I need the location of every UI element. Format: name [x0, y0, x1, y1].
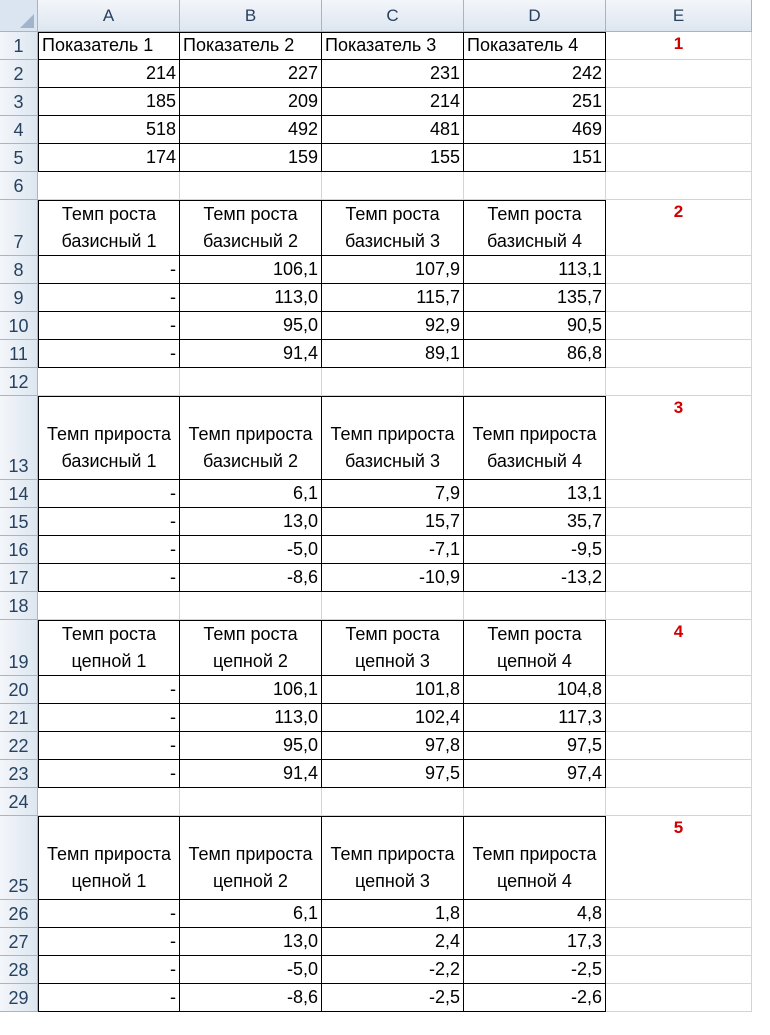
- row-header-9[interactable]: 9: [0, 284, 38, 312]
- row-header-19[interactable]: 19: [0, 620, 38, 676]
- cell-a6[interactable]: [38, 172, 180, 200]
- header-line: цепной 2: [213, 871, 288, 891]
- cell-d14[interactable]: 13,1: [464, 480, 606, 508]
- header-line: цепной 4: [497, 651, 572, 671]
- row-header-29[interactable]: 29: [0, 984, 38, 1012]
- cell-a22[interactable]: -: [38, 732, 180, 760]
- header-line: Темп прироста: [472, 844, 597, 864]
- column-header-c[interactable]: C: [322, 0, 464, 32]
- header-line: Темп прироста: [46, 424, 171, 444]
- header-line: базисный 4: [487, 231, 582, 251]
- header-line: Темп роста: [345, 204, 440, 224]
- row-header-10[interactable]: 10: [0, 312, 38, 340]
- cell-b26[interactable]: 6,1: [180, 900, 322, 928]
- cell-c27[interactable]: 2,4: [322, 928, 464, 956]
- header-cell-b13[interactable]: [180, 396, 322, 480]
- cell-b24[interactable]: [180, 788, 322, 816]
- cell-a1[interactable]: Показатель 1: [38, 32, 180, 60]
- cell-a29[interactable]: -: [38, 984, 180, 1012]
- cell-d10[interactable]: 90,5: [464, 312, 606, 340]
- row-header-18[interactable]: 18: [0, 592, 38, 620]
- header-cell-b7[interactable]: [180, 200, 322, 256]
- cell-d20[interactable]: 104,8: [464, 676, 606, 704]
- header-cell-d7[interactable]: [464, 200, 606, 256]
- cell-d26[interactable]: 4,8: [464, 900, 606, 928]
- cell-d4[interactable]: 469: [464, 116, 606, 144]
- cell-a17[interactable]: -: [38, 564, 180, 592]
- cell-e17[interactable]: [606, 564, 752, 592]
- header-line: цепной 1: [71, 651, 147, 671]
- row-header-14[interactable]: 14: [0, 480, 38, 508]
- header-cell-c19[interactable]: [322, 620, 464, 676]
- cell-c12[interactable]: [322, 368, 464, 396]
- cell-b14[interactable]: 6,1: [180, 480, 322, 508]
- cell-d11[interactable]: 86,8: [464, 340, 606, 368]
- header-line: Темп роста: [61, 624, 157, 644]
- cell-e23[interactable]: [606, 760, 752, 788]
- cell-a14[interactable]: -: [38, 480, 180, 508]
- cell-d28[interactable]: -2,5: [464, 956, 606, 984]
- cell-a8[interactable]: -: [38, 256, 180, 284]
- header-line: цепной 1: [71, 871, 147, 891]
- cell-e18[interactable]: [606, 592, 752, 620]
- cell-e2[interactable]: [606, 60, 752, 88]
- row-header-16[interactable]: 16: [0, 536, 38, 564]
- cell-b27[interactable]: 13,0: [180, 928, 322, 956]
- cell-d24[interactable]: [464, 788, 606, 816]
- header-cell-a19[interactable]: [38, 620, 180, 676]
- row-header-22[interactable]: 22: [0, 732, 38, 760]
- row-header-5[interactable]: 5: [0, 144, 38, 172]
- cell-b6[interactable]: [180, 172, 322, 200]
- cell-e7-block-number[interactable]: 2: [606, 200, 752, 256]
- cell-c3[interactable]: 214: [322, 88, 464, 116]
- row-header-28[interactable]: 28: [0, 956, 38, 984]
- header-cell-d25[interactable]: [464, 816, 606, 900]
- cell-a27[interactable]: -: [38, 928, 180, 956]
- select-all-triangle-icon: [20, 14, 34, 28]
- cell-a20[interactable]: -: [38, 676, 180, 704]
- header-line: Темп роста: [487, 204, 582, 224]
- header-line: базисный 3: [345, 451, 440, 471]
- cell-d27[interactable]: 17,3: [464, 928, 606, 956]
- cell-d16[interactable]: -9,5: [464, 536, 606, 564]
- cell-a15[interactable]: -: [38, 508, 180, 536]
- cell-b15[interactable]: 13,0: [180, 508, 322, 536]
- cell-c28[interactable]: -2,2: [322, 956, 464, 984]
- column-header-b[interactable]: B: [180, 0, 322, 32]
- cell-e19-block-number[interactable]: 4: [606, 620, 752, 676]
- header-line: Темп роста: [61, 204, 157, 224]
- cell-c23[interactable]: 97,5: [322, 760, 464, 788]
- row-header-17[interactable]: 17: [0, 564, 38, 592]
- cell-e10[interactable]: [606, 312, 752, 340]
- cell-d9[interactable]: 135,7: [464, 284, 606, 312]
- header-line: базисный 4: [487, 451, 582, 471]
- cell-b3[interactable]: 209: [180, 88, 322, 116]
- cell-c24[interactable]: [322, 788, 464, 816]
- cell-d3[interactable]: 251: [464, 88, 606, 116]
- row-header-7[interactable]: 7: [0, 200, 38, 256]
- cell-e5[interactable]: [606, 144, 752, 172]
- cell-b2[interactable]: 227: [180, 60, 322, 88]
- cell-b18[interactable]: [180, 592, 322, 620]
- cell-e28[interactable]: [606, 956, 752, 984]
- header-line: Темп прироста: [330, 424, 455, 444]
- cell-d5[interactable]: 151: [464, 144, 606, 172]
- header-line: Темп роста: [345, 624, 440, 644]
- cell-c1[interactable]: Показатель 3: [322, 32, 464, 60]
- header-cell-b25[interactable]: [180, 816, 322, 900]
- row-header-26[interactable]: 26: [0, 900, 38, 928]
- cell-c17[interactable]: -10,9: [322, 564, 464, 592]
- cell-a28[interactable]: -: [38, 956, 180, 984]
- header-cell-c25[interactable]: [322, 816, 464, 900]
- cell-a5[interactable]: 174: [38, 144, 180, 172]
- header-line: Темп прироста: [46, 844, 171, 864]
- cell-b10[interactable]: 95,0: [180, 312, 322, 340]
- cell-e15[interactable]: [606, 508, 752, 536]
- header-line: базисный 1: [61, 451, 157, 471]
- cell-c2[interactable]: 231: [322, 60, 464, 88]
- cell-a9[interactable]: -: [38, 284, 180, 312]
- cell-b12[interactable]: [180, 368, 322, 396]
- cell-c8[interactable]: 107,9: [322, 256, 464, 284]
- cell-c22[interactable]: 97,8: [322, 732, 464, 760]
- header-line: Темп прироста: [472, 424, 597, 444]
- cell-c21[interactable]: 102,4: [322, 704, 464, 732]
- cell-b16[interactable]: -5,0: [180, 536, 322, 564]
- cell-e11[interactable]: [606, 340, 752, 368]
- row-header-27[interactable]: 27: [0, 928, 38, 956]
- row-header-1[interactable]: 1: [0, 32, 38, 60]
- cell-b23[interactable]: 91,4: [180, 760, 322, 788]
- row-header-13[interactable]: 13: [0, 396, 38, 480]
- cell-b17[interactable]: -8,6: [180, 564, 322, 592]
- header-line: цепной 3: [355, 651, 430, 671]
- cell-d1[interactable]: Показатель 4: [464, 32, 606, 60]
- cell-d23[interactable]: 97,4: [464, 760, 606, 788]
- header-line: базисный 2: [203, 231, 298, 251]
- cell-b29[interactable]: -8,6: [180, 984, 322, 1012]
- cell-b5[interactable]: 159: [180, 144, 322, 172]
- cell-d29[interactable]: -2,6: [464, 984, 606, 1012]
- header-line: базисный 3: [345, 231, 440, 251]
- cell-e4[interactable]: [606, 116, 752, 144]
- cell-e8[interactable]: [606, 256, 752, 284]
- cell-e16[interactable]: [606, 536, 752, 564]
- cell-e6[interactable]: [606, 172, 752, 200]
- cell-c5[interactable]: 155: [322, 144, 464, 172]
- header-line: цепной 2: [213, 651, 288, 671]
- row-header-23[interactable]: 23: [0, 760, 38, 788]
- cell-a3[interactable]: 185: [38, 88, 180, 116]
- cell-d6[interactable]: [464, 172, 606, 200]
- cell-c18[interactable]: [322, 592, 464, 620]
- cell-e20[interactable]: [606, 676, 752, 704]
- cell-e1-block-number[interactable]: 1: [606, 32, 752, 60]
- cell-e21[interactable]: [606, 704, 752, 732]
- cell-e22[interactable]: [606, 732, 752, 760]
- cell-c20[interactable]: 101,8: [322, 676, 464, 704]
- row-header-3[interactable]: 3: [0, 88, 38, 116]
- cell-d12[interactable]: [464, 368, 606, 396]
- cell-d15[interactable]: 35,7: [464, 508, 606, 536]
- header-cell-c7[interactable]: [322, 200, 464, 256]
- header-cell-c13[interactable]: [322, 396, 464, 480]
- header-line: базисный 2: [203, 451, 298, 471]
- row-header-21[interactable]: 21: [0, 704, 38, 732]
- column-header-e[interactable]: E: [606, 0, 752, 32]
- header-line: Темп роста: [203, 204, 298, 224]
- header-line: цепной 4: [497, 871, 572, 891]
- cell-d21[interactable]: 117,3: [464, 704, 606, 732]
- row-header-2[interactable]: 2: [0, 60, 38, 88]
- header-line: Темп роста: [487, 624, 582, 644]
- cell-d17[interactable]: -13,2: [464, 564, 606, 592]
- cell-d2[interactable]: 242: [464, 60, 606, 88]
- header-line: Темп роста: [203, 624, 298, 644]
- header-cell-a7[interactable]: [38, 200, 180, 256]
- cell-c14[interactable]: 7,9: [322, 480, 464, 508]
- select-all-corner[interactable]: [0, 0, 38, 32]
- header-cell-d13[interactable]: [464, 396, 606, 480]
- cell-c26[interactable]: 1,8: [322, 900, 464, 928]
- header-cell-d19[interactable]: [464, 620, 606, 676]
- row-header-4[interactable]: 4: [0, 116, 38, 144]
- cell-a21[interactable]: -: [38, 704, 180, 732]
- cell-c10[interactable]: 92,9: [322, 312, 464, 340]
- column-header-a[interactable]: A: [38, 0, 180, 32]
- cell-a24[interactable]: [38, 788, 180, 816]
- row-header-24[interactable]: 24: [0, 788, 38, 816]
- row-header-11[interactable]: 11: [0, 340, 38, 368]
- cell-b20[interactable]: 106,1: [180, 676, 322, 704]
- row-header-20[interactable]: 20: [0, 676, 38, 704]
- cell-e14[interactable]: [606, 480, 752, 508]
- header-cell-b19[interactable]: [180, 620, 322, 676]
- row-header-12[interactable]: 12: [0, 368, 38, 396]
- header-line: Темп прироста: [188, 424, 313, 444]
- cell-e24[interactable]: [606, 788, 752, 816]
- header-cell-a13[interactable]: [38, 396, 180, 480]
- row-header-25[interactable]: 25: [0, 816, 38, 900]
- cell-b8[interactable]: 106,1: [180, 256, 322, 284]
- cell-c11[interactable]: 89,1: [322, 340, 464, 368]
- cell-b11[interactable]: 91,4: [180, 340, 322, 368]
- cell-b21[interactable]: 113,0: [180, 704, 322, 732]
- cell-a26[interactable]: -: [38, 900, 180, 928]
- cell-e12[interactable]: [606, 368, 752, 396]
- cell-a12[interactable]: [38, 368, 180, 396]
- cell-b4[interactable]: 492: [180, 116, 322, 144]
- cell-a10[interactable]: -: [38, 312, 180, 340]
- header-cell-a25[interactable]: [38, 816, 180, 900]
- cell-a16[interactable]: -: [38, 536, 180, 564]
- cell-a23[interactable]: -: [38, 760, 180, 788]
- cell-b22[interactable]: 95,0: [180, 732, 322, 760]
- cell-e26[interactable]: [606, 900, 752, 928]
- cell-a18[interactable]: [38, 592, 180, 620]
- cell-c6[interactable]: [322, 172, 464, 200]
- column-header-d[interactable]: D: [464, 0, 606, 32]
- cell-e25-block-number[interactable]: 5: [606, 816, 752, 900]
- row-header-15[interactable]: 15: [0, 508, 38, 536]
- row-header-8[interactable]: 8: [0, 256, 38, 284]
- cell-c16[interactable]: -7,1: [322, 536, 464, 564]
- cell-a11[interactable]: -: [38, 340, 180, 368]
- row-header-6[interactable]: 6: [0, 172, 38, 200]
- cell-b1[interactable]: Показатель 2: [180, 32, 322, 60]
- cell-a4[interactable]: 518: [38, 116, 180, 144]
- cell-d18[interactable]: [464, 592, 606, 620]
- cell-e3[interactable]: [606, 88, 752, 116]
- cell-c4[interactable]: 481: [322, 116, 464, 144]
- cell-d8[interactable]: 113,1: [464, 256, 606, 284]
- header-line: базисный 1: [61, 231, 157, 251]
- cell-c29[interactable]: -2,5: [322, 984, 464, 1012]
- cell-b28[interactable]: -5,0: [180, 956, 322, 984]
- cell-e9[interactable]: [606, 284, 752, 312]
- cell-c15[interactable]: 15,7: [322, 508, 464, 536]
- cell-b9[interactable]: 113,0: [180, 284, 322, 312]
- cell-e13-block-number[interactable]: 3: [606, 396, 752, 480]
- cell-d22[interactable]: 97,5: [464, 732, 606, 760]
- cell-a2[interactable]: 214: [38, 60, 180, 88]
- header-line: Темп прироста: [188, 844, 313, 864]
- cell-e29[interactable]: [606, 984, 752, 1012]
- header-line: цепной 3: [355, 871, 430, 891]
- cell-c9[interactable]: 115,7: [322, 284, 464, 312]
- cell-e27[interactable]: [606, 928, 752, 956]
- header-line: Темп прироста: [330, 844, 455, 864]
